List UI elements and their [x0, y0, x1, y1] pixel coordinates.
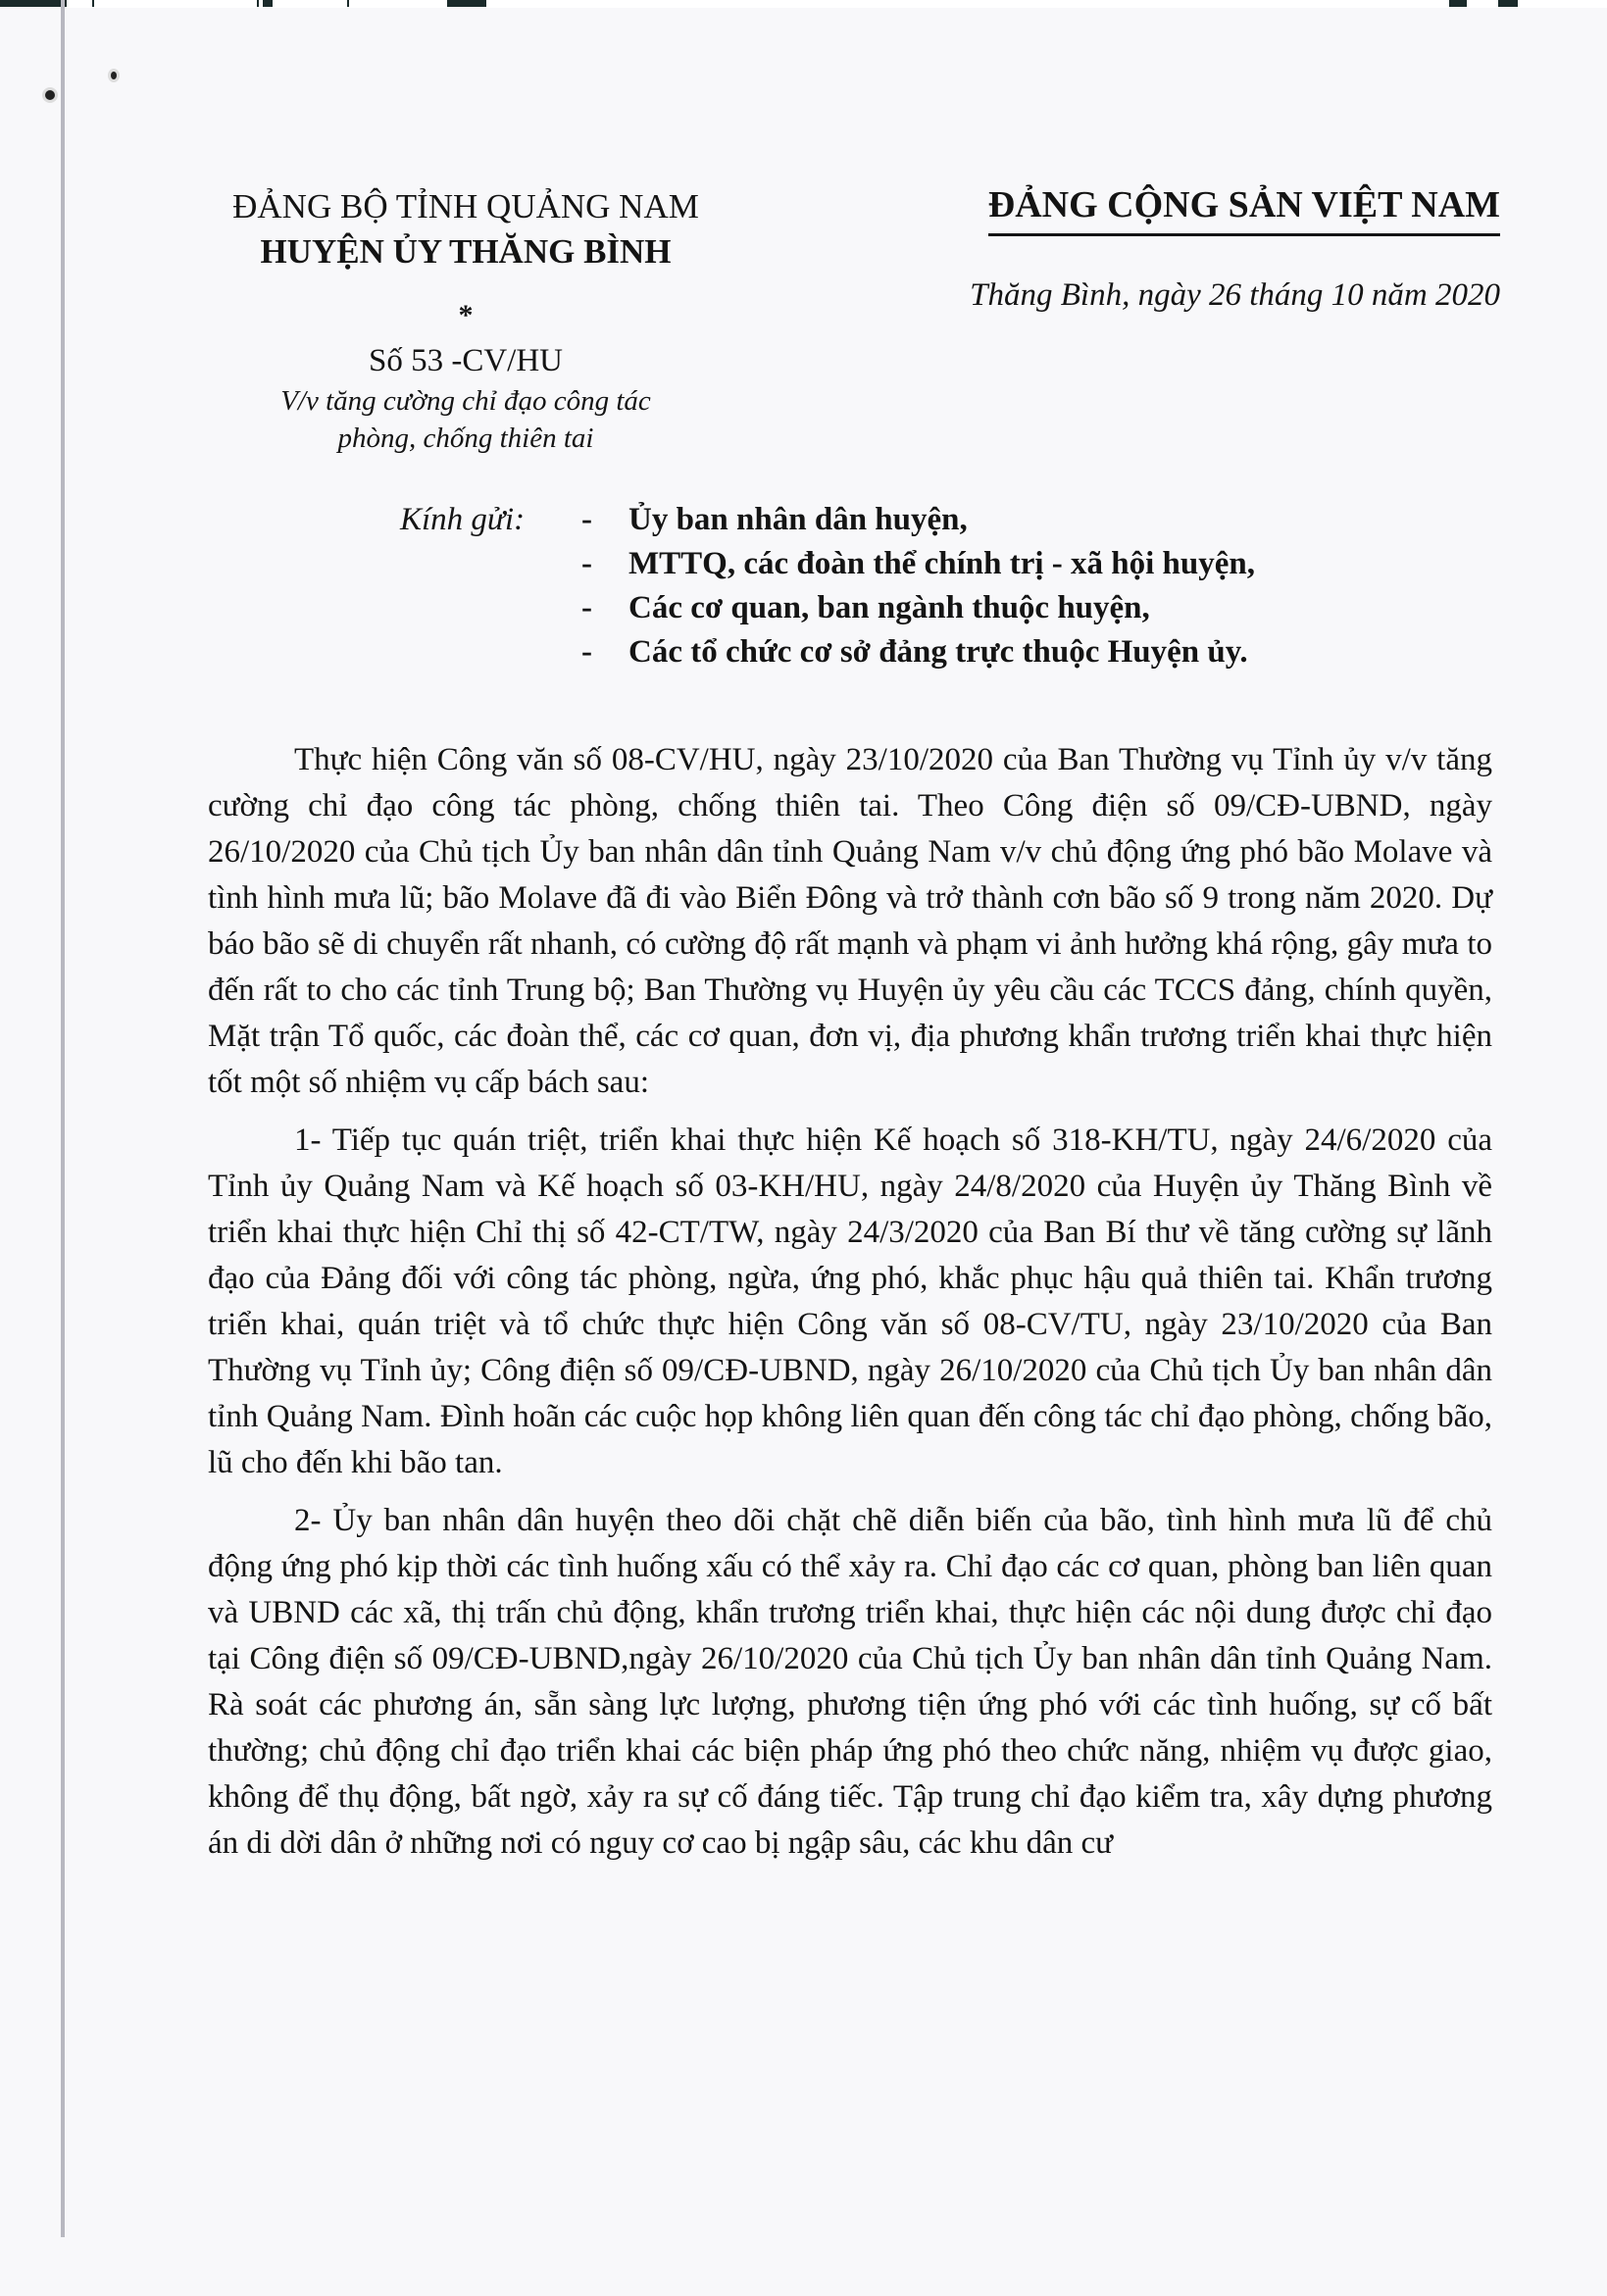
document-number: Số 53 -CV/HU — [368, 343, 564, 378]
scan-top-edge — [0, 0, 1607, 8]
body-paragraph-item-2: 2- Ủy ban nhân dân huyện theo dõi chặt chẽ diễn biến của bão, tình hình mưa lũ để chủ động ứng phó kịp thời các tình huống xấu có thể xảy ra. Chỉ đạo các cơ quan, phòng ban liên quan và UBND các xã, thị trấn chủ động, khẩn trương triển khai, thực hiện các nội dung được chỉ đạo tại Công điện số 09/CĐ-UBND,ngày 26/10/2020 của Chủ tịch Ủy ban nhân dân tỉnh Quảng Nam. Rà soát các phương án, sẵn sàng lực lượng, phương tiện ứng phó với các tình huống, sự cố bất thường; chủ động chỉ đạo triển khai các biện pháp ứng phó theo chức năng, nhiệm vụ được giao, không để thụ động, bất ngờ, xảy ra sự cố đáng tiếc. Tập trung chỉ đạo kiểm tra, xây dựng phương án di dời dân ở những nơi có nguy cơ cao bị ngập sâu, các khu dân cư — [208, 1503, 1492, 1861]
recipient-item: - MTTQ, các đoàn thể chính trị - xã hội huyện, — [581, 546, 1255, 581]
district-party-committee: HUYỆN ỦY THĂNG BÌNH — [260, 232, 672, 271]
recipient-item: - Ủy ban nhân dân huyện, — [581, 502, 968, 537]
recipient-item: - Các cơ quan, ban ngành thuộc huyện, — [581, 590, 1150, 625]
provincial-party-committee: ĐẢNG BỘ TỈNH QUẢNG NAM — [232, 187, 699, 225]
recipients-list — [581, 498, 1255, 674]
place-and-date: Thăng Bình, ngày 26 tháng 10 năm 2020 — [970, 277, 1500, 313]
recipients-label: Kính gửi: — [400, 502, 526, 537]
subject-line-1: V/v tăng cường chỉ đạo công tác — [280, 385, 651, 417]
binding-margin-line — [61, 0, 65, 2237]
document-body — [208, 737, 1492, 1878]
star-separator: * — [458, 299, 474, 331]
party-header-block — [853, 182, 1500, 317]
subject-line-2: phòng, chống thiên tai — [337, 423, 594, 454]
punch-hole — [45, 90, 55, 100]
body-paragraph-intro: Thực hiện Công văn số 08-CV/HU, ngày 23/10/2020 của Ban Thường vụ Tỉnh ủy v/v tăng cường chỉ đạo công tác phòng, chống thiên tai. Theo Công điện số 09/CĐ-UBND, ngày 26/10/2020 của Chủ tịch Ủy ban nhân dân tỉnh Quảng Nam v/v chủ động ứng phó bão Molave và tình hình mưa lũ; bão Molave đã đi vào Biển Đông và trở thành cơn bão số 9 trong năm 2020. Dự báo bão sẽ di chuyển rất nhanh, có cường độ rất mạnh và phạm vi ảnh hưởng khá rộng, gây mưa to đến rất to cho các tỉnh Trung bộ; Ban Thường vụ Huyện ủy yêu cầu các TCCS đảng, chính quyền, Mặt trận Tổ quốc, các đoàn thể, các cơ quan, đơn vị, địa phương khẩn trương triển khai thực hiện tốt một số nhiệm vụ cấp bách sau: — [208, 742, 1492, 1100]
party-name: ĐẢNG CỘNG SẢN VIỆT NAM — [988, 182, 1500, 236]
body-paragraph-item-1: 1- Tiếp tục quán triệt, triển khai thực hiện Kế hoạch số 318-KH/TU, ngày 24/6/2020 của Tỉnh ủy Quảng Nam và Kế hoạch số 03-KH/HU, ngày 24/8/2020 của Huyện ủy Thăng Bình về triển khai thực hiện Chỉ thị số 42-CT/TW, ngày 24/3/2020 của Ban Bí thư về tăng cường sự lãnh đạo của Đảng đối với công tác phòng, ngừa, ứng phó, khắc phục hậu quả thiên tai. Khẩn trương triển khai, quán triệt và tổ chức thực hiện Công văn số 08-CV/TU, ngày 23/10/2020 của Ban Thường vụ Tỉnh ủy; Công điện số 09/CĐ-UBND, ngày 26/10/2020 của Chủ tịch Ủy ban nhân dân tỉnh Quảng Nam. Đình hoãn các cuộc họp không liên quan đến công tác chỉ đạo phòng, chống bão, lũ cho đến khi bão tan. — [208, 1123, 1492, 1480]
recipient-item: - Các tổ chức cơ sở đảng trực thuộc Huyện ủy. — [581, 634, 1248, 670]
punch-hole — [111, 72, 117, 79]
issuing-authority-block — [201, 184, 730, 457]
